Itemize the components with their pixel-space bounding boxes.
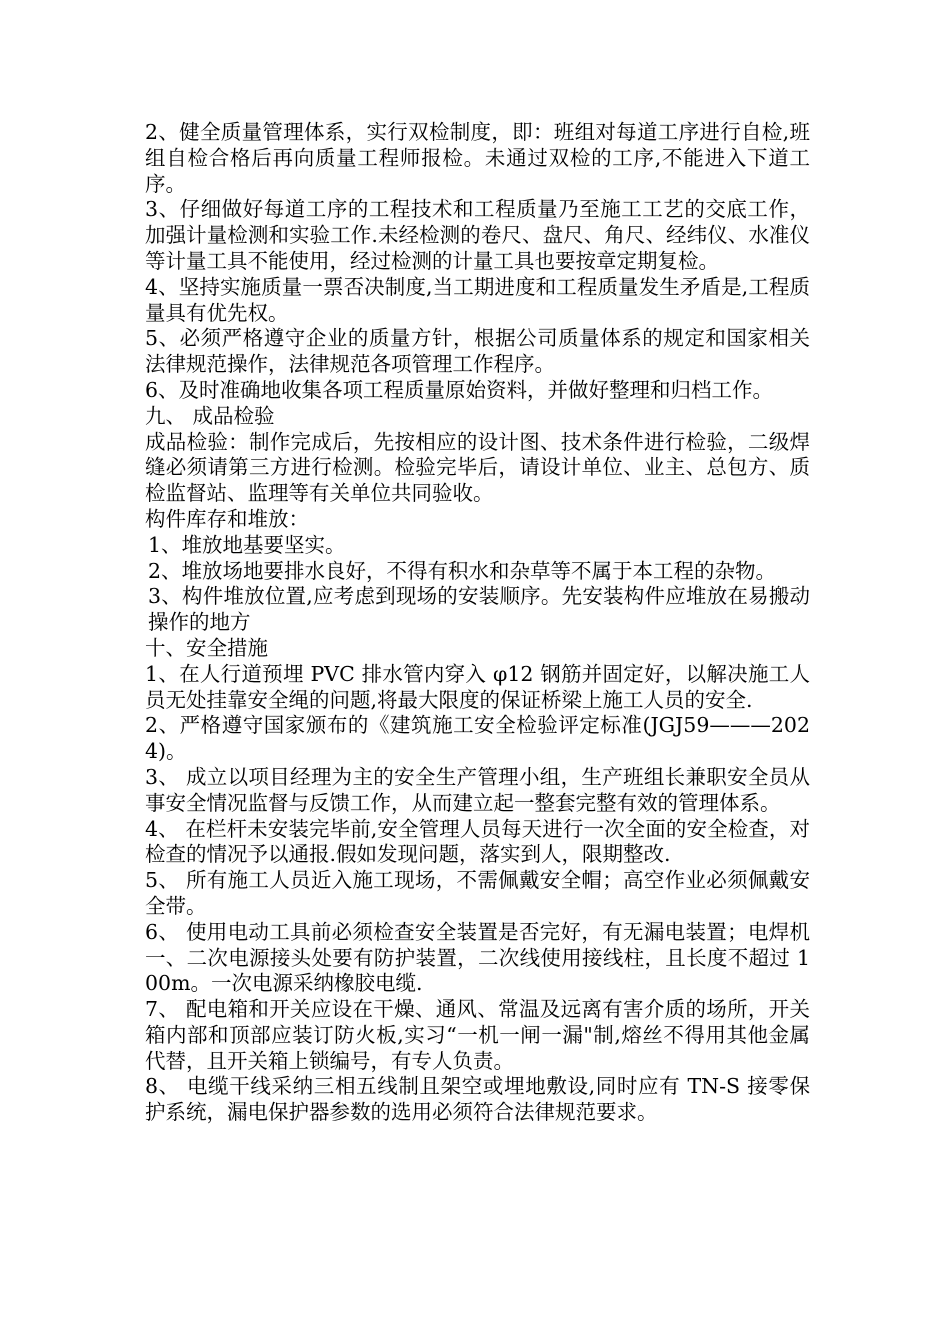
storage-title: 构件库存和堆放： — [145, 506, 309, 531]
quality-item-6: 6、及时准确地收集各项工程质量原始资料，并做好整理和归档工作。 — [145, 377, 774, 402]
section-10-title: 十、安全措施 — [145, 635, 268, 660]
storage-item-2: 2、堆放场地要排水良好，不得有积水和杂草等不属于本工程的杂物。 — [148, 558, 777, 583]
document-page — [145, 120, 810, 1126]
safety-item-8: 8、 电缆干线采纳三相五线制且架空或埋地敷设,同时应有 TN-S 接零保护系统，漏电保护器参数的选用必须符合法律规范要求。 — [145, 1074, 810, 1125]
safety-item-2: 2、严格遵守国家颁布的《建筑施工安全检验评定标准(JGJ59———2024)。 — [145, 713, 810, 764]
quality-item-2: 2、健全质量管理体系，实行双检制度，即：班组对每道工序进行自检,班组自检合格后再向质量工程师报检。未通过双检的工序,不能进入下道工序。 — [145, 120, 810, 196]
safety-item-4: 4、 在栏杆未安装完毕前,安全管理人员每天进行一次全面的安全检查，对检查的情况予以通报.假如发现问题，落实到人，限期整改. — [145, 816, 810, 867]
safety-item-6: 6、 使用电动工具前必须检查安全装置是否完好，有无漏电装置；电焊机一、二次电源接头处要有防护装置，二次线使用接线柱，且长度不超过 100m。一次电源采纳橡胶电缆. — [145, 919, 810, 996]
section-9-title: 九、 成品检验 — [145, 403, 275, 428]
quality-item-3: 3、仔细做好每道工序的工程技术和工程质量乃至施工工艺的交底工作，加强计量检测和实验工作.未经检测的卷尺、盘尺、角尺、经纬仪、水准仪等计量工具不能使用，经过检测的计量工具也要按章定期复检。 — [145, 197, 810, 273]
storage-item-1: 1、堆放地基要坚实。 — [148, 532, 346, 557]
safety-item-5: 5、 所有施工人员近入施工现场，不需佩戴安全帽；高空作业必须佩戴安全带。 — [145, 868, 810, 918]
safety-item-3: 3、 成立以项目经理为主的安全生产管理小组，生产班组长兼职安全员从事安全情况监督与反馈工作，从而建立起一整套完整有效的管理体系。 — [145, 764, 810, 815]
storage-item-3: 3、构件堆放位置,应考虑到现场的安装顺序。先安装构件应堆放在易搬动操作的地方 — [148, 584, 810, 635]
safety-item-1: 1、在人行道预埋 PVC 排水管内穿入 φ12 钢筋并固定好，以解决施工人员无处挂靠安全绳的问题,将最大限度的保证桥梁上施工人员的安全. — [145, 661, 810, 712]
safety-item-7: 7、 配电箱和开关应设在干燥、通风、常温及远离有害介质的场所，开关箱内部和顶部应装订防火板,实习“一机一闸一漏"制,熔丝不得用其他金属代替，且开关箱上锁编号，有专人负责。 — [145, 997, 810, 1073]
quality-item-5: 5、必须严格遵守企业的质量方针，根据公司质量体系的规定和国家相关法律规范操作，法律规范各项管理工作程序。 — [145, 326, 810, 377]
quality-item-4: 4、坚持实施质量一票否决制度,当工期进度和工程质量发生矛盾是,工程质量具有优先权。 — [145, 274, 810, 325]
inspection-paragraph: 成品检验：制作完成后，先按相应的设计图、技术条件进行检验，二级焊缝必须请第三方进行检测。检验完毕后，请设计单位、业主、总包方、质检监督站、监理等有关单位共同验收。 — [145, 429, 810, 506]
